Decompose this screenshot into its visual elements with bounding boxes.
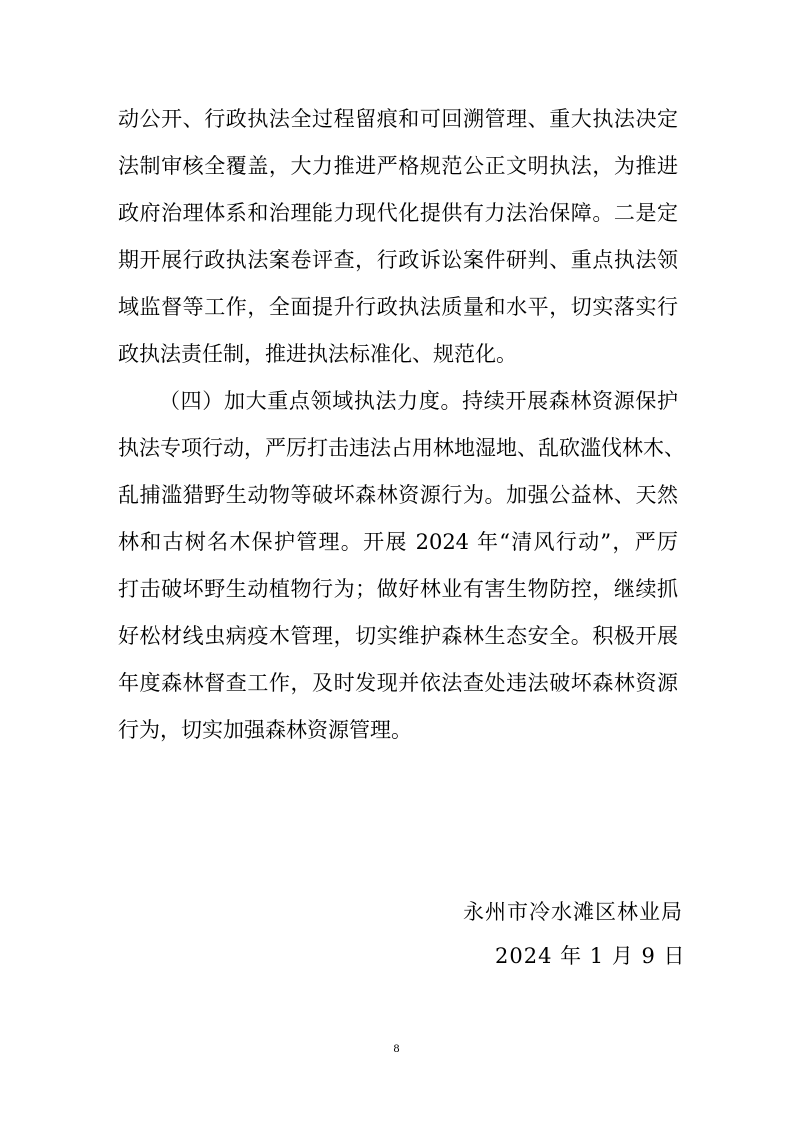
text-line: 乱捕滥猎野生动物等破坏森林资源行为。加强公益林、天然 xyxy=(118,483,678,507)
text-line: 政执法责任制，推进执法标准化、规范化。 xyxy=(118,342,517,366)
text-line: 年度森林督查工作，及时发现并依法查处违法破坏森林资源 xyxy=(118,671,678,695)
text-line: 行为，切实加强森林资源管理。 xyxy=(118,718,412,742)
text-line: 打击破坏野生动植物行为；做好林业有害生物防控，继续抓 xyxy=(118,577,678,601)
text-line: 域监督等工作，全面提升行政执法质量和水平，切实落实行 xyxy=(118,295,678,319)
text-line: 政府治理体系和治理能力现代化提供有力法治保障。二是定 xyxy=(118,201,678,225)
text-line: 动公开、行政执法全过程留痕和可回溯管理、重大执法决定 xyxy=(118,107,678,131)
page-number: 8 xyxy=(393,1041,400,1055)
signature-organization: 永州市冷水滩区林业局 xyxy=(463,900,683,924)
text-line: 执法专项行动，严厉打击违法占用林地湿地、乱砍滥伐林木、 xyxy=(118,436,685,460)
signature-date: 2024 年 1 月 9 日 xyxy=(495,944,686,968)
text-line: （四）加大重点领域执法力度。持续开展森林资源保护 xyxy=(159,389,678,413)
text-line: 林和古树名木保护管理。开展 2024 年“清风行动”，严厉 xyxy=(118,530,678,554)
text-line: 法制审核全覆盖，大力推进严格规范公正文明执法，为推进 xyxy=(118,154,678,178)
text-line: 期开展行政执法案卷评查，行政诉讼案件研判、重点执法领 xyxy=(118,248,678,272)
text-line: 好松材线虫病疫木管理，切实维护森林生态安全。积极开展 xyxy=(118,624,678,648)
